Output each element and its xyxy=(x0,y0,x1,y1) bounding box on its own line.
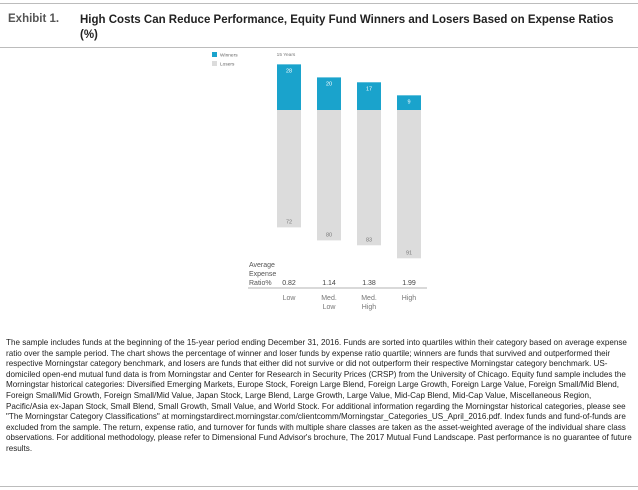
category-label-0-0: Low xyxy=(282,295,296,302)
winners-losers-chart xyxy=(0,48,638,336)
chart-subtitle: 15 Years xyxy=(276,53,296,58)
expense-ratio-value-3: 1.99 xyxy=(402,280,416,287)
footnote-text: The sample includes funds at the beginning of the 15-year period ending December 31, 2016. Funds are sorted into quartiles within their category based on average expense ratio over the sample period. The chart shows the percentage of winner and loser funds by expense ratio quartile; winners are funds that survived and outperformed their respective Morningstar category benchmark, and losers are funds that either did not survive or did not outperform their respective Morningstar category benchmark. US-domiciled open-end mutual fund data is from Morningstar and Center for Research in Security Prices (CRSP) from the University of Chicago. Equity fund sample includes the Morningstar historical categories: Diversified Emerging Markets, Europe Stock, Foreign Large Blend, Foreign Large Growth, Foreign Large Value, Foreign Small/Mid Blend, Foreign Small/Mid Growth, Foreign Small/Mid Value, Japan Stock, Large Blend, Large Growth, Large Value, Mid-Cap Blend, Mid-Cap Value, Miscellaneous Region, Pacific/Asia ex-Japan Stock, Small Blend, Small Growth, Small Value, and World Stock. For additional information regarding the Morningstar historical categories, please see "The Morningstar Category Classifications" at morningstardirect.morningstar.com/clientcomm/Morningstar_Categories_US_April_2016.pdf. Index funds and fund-of-funds are excluded from the sample. The return, expense ratio, and turnover for funds with multiple share classes are taken as the asset-weighted average of the individual share class observations. For additional methodology, please refer to Dimensional Fund Advisor's brochure, The 2017 Mutual Fund Landscape. Past performance is no guarantee of future results. xyxy=(6,338,632,453)
legend-label-winners: Winners xyxy=(220,53,238,59)
expense-ratio-label-line-1: Expense xyxy=(249,271,277,278)
category-label-3-0: High xyxy=(401,295,417,302)
bottom-divider xyxy=(0,486,638,487)
losers-bar-0 xyxy=(277,110,301,227)
category-label-2-0: Med. xyxy=(361,295,377,302)
losers-value-label-0: 72 xyxy=(285,219,293,226)
expense-ratio-value-2: 1.38 xyxy=(362,280,376,287)
losers-value-label-2: 83 xyxy=(365,237,373,244)
winners-value-label-0: 28 xyxy=(285,68,293,75)
losers-bar-2 xyxy=(357,110,381,245)
expense-ratio-label-line-2: Ratio% xyxy=(249,280,272,287)
legend-swatch-winners xyxy=(212,52,217,57)
expense-ratio-label-line-0: Average xyxy=(249,262,275,269)
category-label-2-1: High xyxy=(361,304,377,311)
category-label-1-1: Low xyxy=(322,304,336,311)
chart-title: High Costs Can Reduce Performance, Equity Fund Winners and Losers Based on Expense Ratios (%) xyxy=(80,14,614,41)
losers-value-label-3: 91 xyxy=(405,250,413,257)
exhibit-header xyxy=(0,3,638,48)
losers-bar-3 xyxy=(397,110,421,258)
legend-swatch-losers xyxy=(212,61,217,66)
winners-value-label-2: 17 xyxy=(365,86,373,93)
expense-ratio-value-1: 1.14 xyxy=(322,280,336,287)
expense-ratio-value-0: 0.82 xyxy=(282,280,296,287)
legend-label-losers: Losers xyxy=(220,62,235,68)
category-label-1-0: Med. xyxy=(321,295,337,302)
winners-value-label-3: 9 xyxy=(407,99,411,106)
losers-bar-1 xyxy=(317,110,341,240)
exhibit-label: Exhibit 1. xyxy=(8,13,60,25)
winners-value-label-1: 20 xyxy=(325,81,333,88)
losers-value-label-1: 80 xyxy=(325,232,333,239)
